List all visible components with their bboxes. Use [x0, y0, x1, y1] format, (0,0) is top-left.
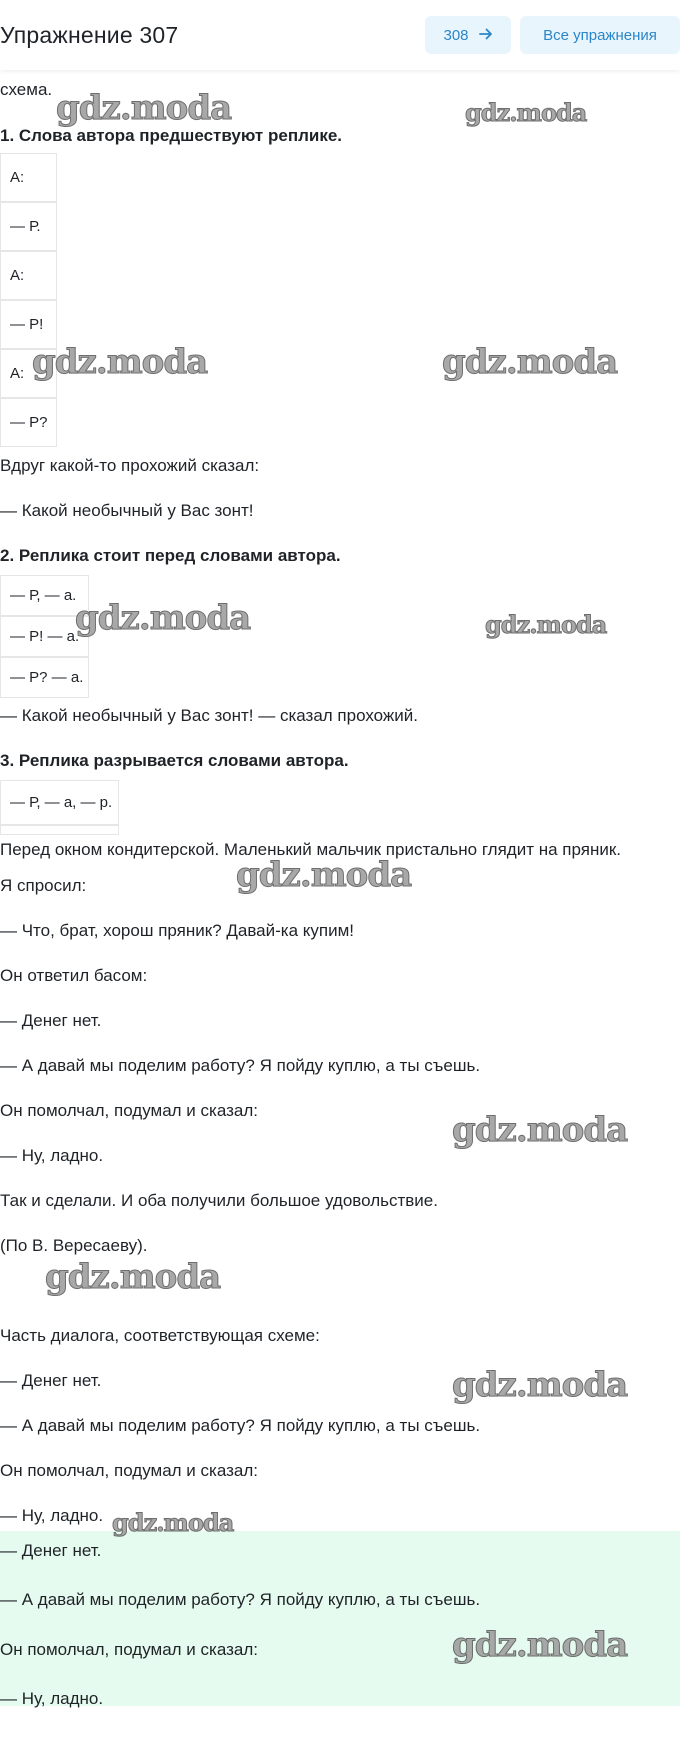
- scheme-cell-empty: [0, 825, 119, 835]
- watermark: gdz.moda: [452, 1625, 628, 1665]
- watermark: gdz.moda: [236, 855, 412, 895]
- watermark: gdz.moda: [75, 598, 251, 638]
- text-line: (По В. Вересаеву).: [0, 1236, 148, 1255]
- page-title: Упражнение 307: [0, 22, 179, 48]
- scheme-cell: — Р? — а.: [0, 657, 89, 698]
- watermark: gdz.moda: [452, 1365, 628, 1405]
- watermark: gdz.moda: [442, 342, 618, 382]
- text-line: Он помолчал, подумал и сказал:: [0, 1461, 258, 1480]
- text-line: — А давай мы поделим работу? Я пойду куплю, а ты съешь.: [0, 1056, 481, 1075]
- text-line: Он помолчал, подумал и сказал:: [0, 1101, 258, 1120]
- text-line: — Ну, ладно.: [0, 1506, 104, 1525]
- scheme-cell: — Р, — а.: [0, 575, 89, 616]
- text-line: Так и сделали. И оба получили большое удовольствие.: [0, 1191, 438, 1210]
- intro-text: схема.: [0, 80, 53, 99]
- text-line: Часть диалога, соответствующая схеме:: [0, 1326, 320, 1345]
- watermark: gdz.moda: [452, 1110, 628, 1150]
- example-text: Вдруг какой-то прохожий сказал:: [0, 456, 260, 475]
- text-line: — А давай мы поделим работу? Я пойду куплю, а ты съешь.: [0, 1416, 481, 1435]
- next-exercise-label: 308: [443, 26, 469, 44]
- answer-line: — Денег нет.: [0, 1541, 102, 1560]
- scheme-cell: — Р!: [0, 300, 57, 349]
- text-line: — Денег нет.: [0, 1011, 102, 1030]
- text-line: Он ответил басом:: [0, 966, 148, 985]
- example-text: — Какой необычный у Вас зонт! — сказал прохожий.: [0, 706, 419, 725]
- scheme-cell: — Р?: [0, 398, 57, 447]
- scheme-cell: А:: [0, 349, 57, 398]
- watermark: gdz.moda: [56, 88, 232, 128]
- watermark: gdz.moda: [485, 610, 607, 639]
- answer-highlight: [0, 1531, 680, 1706]
- answer-line: Он помолчал, подумал и сказал:: [0, 1640, 258, 1659]
- text-line: Я спросил:: [0, 876, 87, 895]
- example-text: — Какой необычный у Вас зонт!: [0, 501, 254, 520]
- section-1-heading: 1. Слова автора предшествуют реплике.: [0, 126, 343, 145]
- answer-line: — А давай мы поделим работу? Я пойду куплю, а ты съешь.: [0, 1590, 481, 1609]
- scheme-cell: — Р.: [0, 202, 57, 251]
- section-3-heading: 3. Реплика разрывается словами автора.: [0, 751, 349, 770]
- text-line: — Что, брат, хорош пряник? Давай-ка купим!: [0, 921, 355, 940]
- text-line: — Ну, ладно.: [0, 1146, 104, 1165]
- section-2-heading: 2. Реплика стоит перед словами автора.: [0, 546, 341, 565]
- scheme-cell: А:: [0, 153, 57, 202]
- next-exercise-button[interactable]: [425, 16, 511, 54]
- watermark: gdz.moda: [465, 98, 587, 127]
- watermark: gdz.moda: [112, 1508, 234, 1537]
- header: [0, 0, 680, 70]
- watermark: gdz.moda: [45, 1257, 221, 1297]
- scheme-cell: — Р, — а, — р.: [0, 780, 119, 825]
- answer-line: — Ну, ладно.: [0, 1689, 104, 1708]
- scheme-cell: — Р! — а.: [0, 616, 89, 657]
- text-line: Перед окном кондитерской. Маленький мальчик пристально глядит на пряник.: [0, 840, 621, 859]
- all-exercises-button[interactable]: Все упражнения: [520, 16, 680, 54]
- arrow-right-icon: [479, 27, 493, 44]
- text-line: — Денег нет.: [0, 1371, 102, 1390]
- watermark: gdz.moda: [32, 342, 208, 382]
- scheme-cell: А:: [0, 251, 57, 300]
